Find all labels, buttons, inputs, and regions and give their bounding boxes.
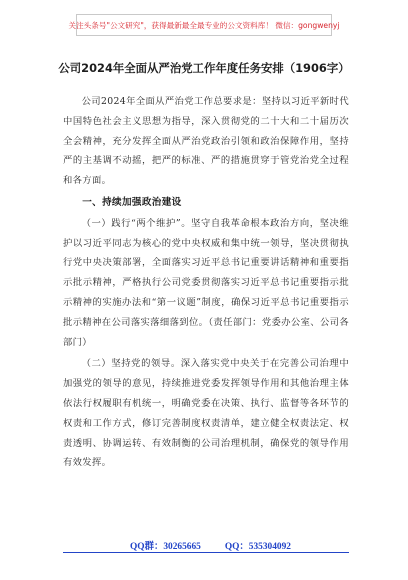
header-banner: 关注头条号"公文研究"，获得最新最全最专业的公文资料库！ 微信：gongwenyj <box>76 14 332 36</box>
qq-number: QQ：535304092 <box>224 542 291 552</box>
paragraph-1: （一）践行“两个维护”。坚守自我革命根本政治方向，坚决维护以习近平同志为核心的党中央权威和集中统一领导，坚决贯彻执行党中央决策部署，全面落实习近平总书记重要讲话精神和重要指示批示精神，严格执行公司党委贯彻落实习近平总书记重要指示批示精神的实施办法和“第一议题”制度，确保习近平总书记重要指示批示精神在公司落实落细落到位。（责任部门：党委办公室、公司各部门） <box>63 217 349 348</box>
document-body <box>63 92 349 475</box>
footer-contact <box>130 538 291 552</box>
paragraph-2: （二）坚持党的领导。深入落实党中央关于在完善公司治理中加强党的领导的意见，持续推进党委发挥领导作用和其他治理主体依法行权履职有机统一，明确党委在决策、执行、监督等各环节的权责和工作方式，修订完善制度权责清单，建立健全权责法定、权责透明、协调运转、有效制衡的公司治理机制，确保党的领导作用有效发挥。 <box>63 358 349 469</box>
section-heading: 一、持续加强政治建设 <box>82 196 182 208</box>
document-title: 公司2024年全面从严治党工作年度任务安排（1906字） <box>58 61 350 75</box>
intro-paragraph: 公司2024年全面从严治党工作总要求是：坚持以习近平新时代中国特色社会主义思想为指导，深入贯彻党的二十大和二十届历次全会精神，充分发挥全面从严治党政治引领和政治保障作用，坚持严的主基调不动摇，把严的标准、严的措施贯穿于管党治党全过程和各方面。 <box>63 96 349 187</box>
footer-divider <box>63 552 349 553</box>
qq-group-number: QQ群：30265665 <box>130 542 201 552</box>
